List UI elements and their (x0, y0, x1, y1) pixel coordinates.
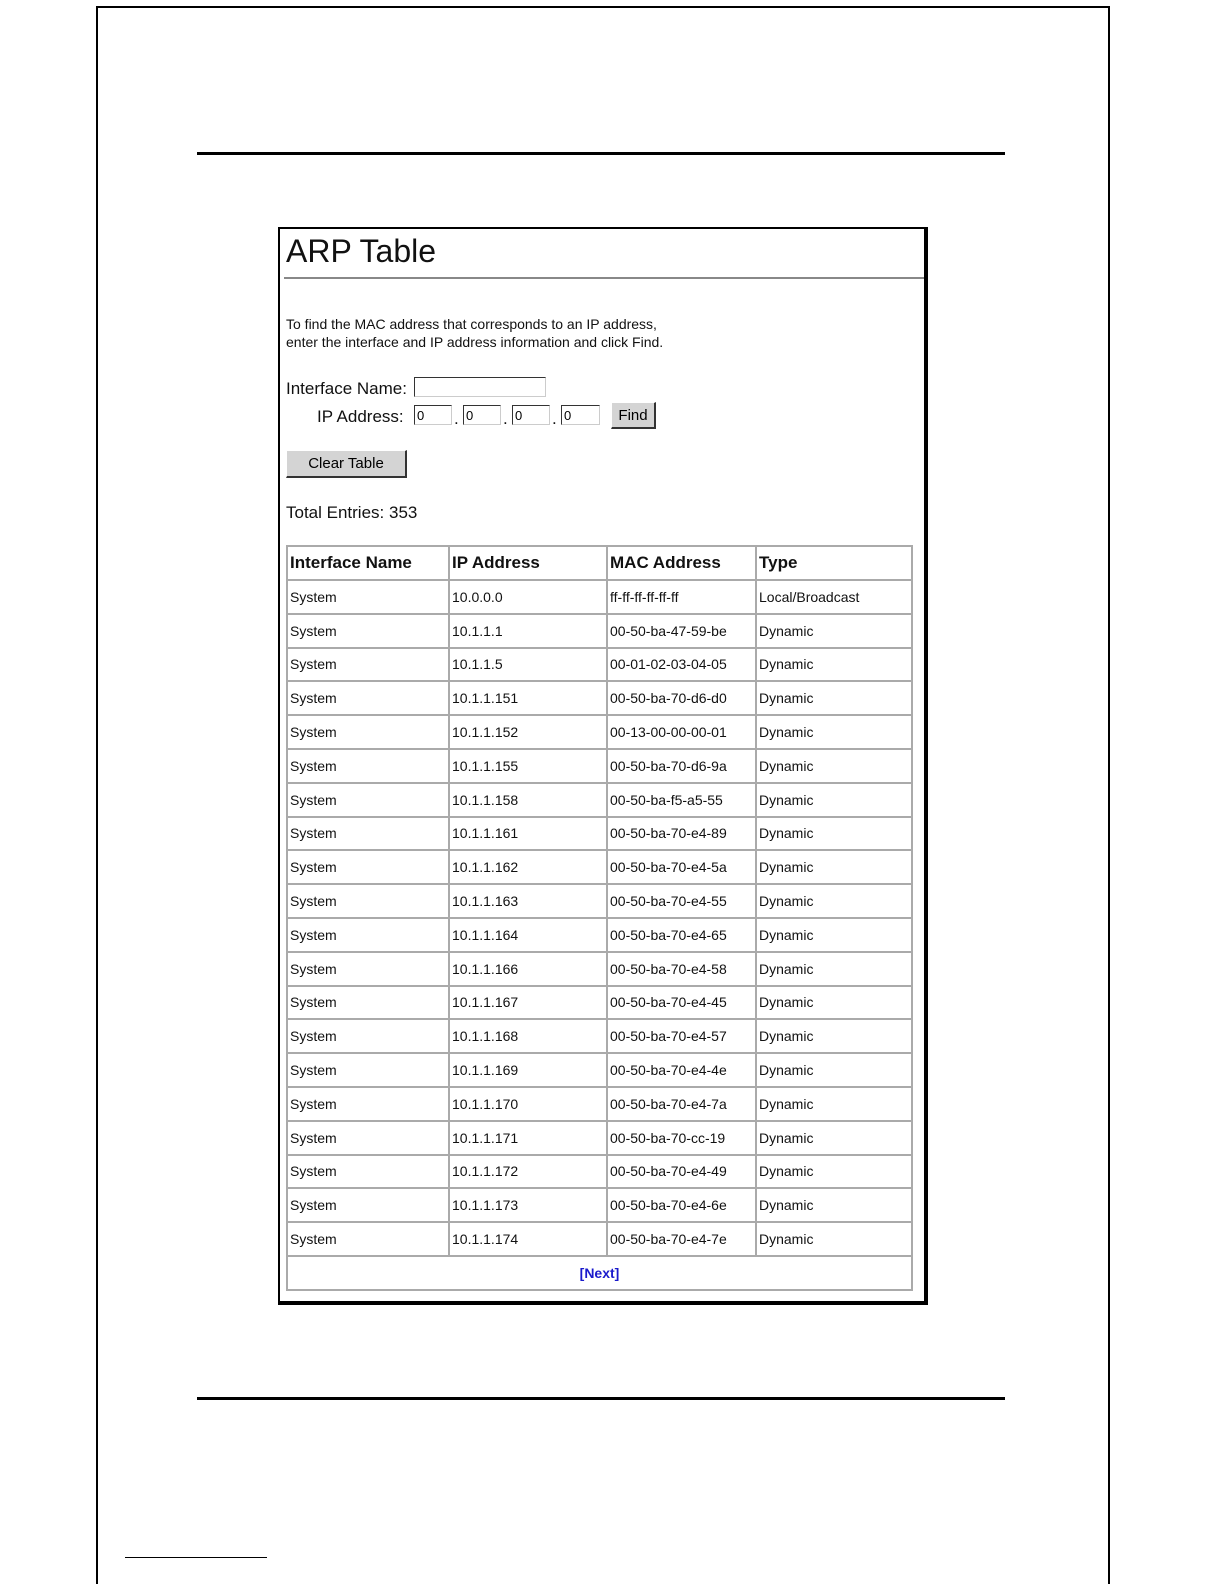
table-row (288, 953, 911, 987)
cell-type: Dynamic (757, 953, 911, 987)
cell-type: Dynamic (757, 919, 911, 953)
cell-mac-address: 00-50-ba-f5-a5-55 (608, 784, 757, 818)
cell-mac-address: 00-01-02-03-04-05 (608, 649, 757, 683)
header-rule (197, 152, 1005, 155)
cell-interface: System (288, 818, 450, 852)
clear-table-button[interactable]: Clear Table (286, 450, 407, 478)
table-header-row (288, 547, 911, 581)
table-row (288, 750, 911, 784)
cell-interface: System (288, 919, 450, 953)
cell-ip-address: 10.1.1.164 (450, 919, 608, 953)
cell-mac-address: 00-50-ba-70-d6-9a (608, 750, 757, 784)
cell-interface: System (288, 1156, 450, 1190)
cell-ip-address: 10.1.1.172 (450, 1156, 608, 1190)
table-row (288, 885, 911, 919)
cell-interface: System (288, 682, 450, 716)
cell-ip-address: 10.1.1.161 (450, 818, 608, 852)
cell-type: Dynamic (757, 1088, 911, 1122)
cell-type: Dynamic (757, 1189, 911, 1223)
ip-separator: . (503, 409, 508, 428)
cell-mac-address: 00-50-ba-70-e4-5a (608, 851, 757, 885)
total-entries: Total Entries: 353 (286, 503, 418, 522)
cell-type: Dynamic (757, 716, 911, 750)
cell-ip-address: 10.1.1.151 (450, 682, 608, 716)
table-row (288, 1020, 911, 1054)
ip-octet-2-input[interactable] (463, 405, 501, 425)
cell-ip-address: 10.1.1.171 (450, 1122, 608, 1156)
cell-type: Dynamic (757, 1020, 911, 1054)
cell-interface: System (288, 784, 450, 818)
column-header-type: Type (757, 547, 911, 581)
cell-interface: System (288, 953, 450, 987)
arp-table-panel (278, 227, 928, 1305)
table-row (288, 1189, 911, 1223)
cell-type: Dynamic (757, 784, 911, 818)
cell-ip-address: 10.1.1.174 (450, 1223, 608, 1257)
cell-mac-address: 00-50-ba-70-e4-55 (608, 885, 757, 919)
table-row (288, 987, 911, 1021)
cell-ip-address: 10.1.1.170 (450, 1088, 608, 1122)
cell-type: Dynamic (757, 615, 911, 649)
page-border-right (1108, 6, 1110, 1584)
cell-mac-address: 00-13-00-00-00-01 (608, 716, 757, 750)
cell-mac-address: 00-50-ba-70-e4-7e (608, 1223, 757, 1257)
cell-ip-address: 10.1.1.166 (450, 953, 608, 987)
cell-interface: System (288, 851, 450, 885)
cell-mac-address: 00-50-ba-70-d6-d0 (608, 682, 757, 716)
cell-type: Dynamic (757, 851, 911, 885)
cell-type: Dynamic (757, 750, 911, 784)
cell-mac-address: 00-50-ba-47-59-be (608, 615, 757, 649)
instructions (286, 315, 663, 351)
cell-ip-address: 10.1.1.162 (450, 851, 608, 885)
footnote-rule (125, 1557, 267, 1558)
cell-interface: System (288, 1020, 450, 1054)
column-header-mac: MAC Address (608, 547, 757, 581)
instructions-line: enter the interface and IP address information and click Find. (286, 334, 664, 350)
table-row (288, 1088, 911, 1122)
cell-mac-address: 00-50-ba-70-e4-57 (608, 1020, 757, 1054)
cell-mac-address: 00-50-ba-70-e4-7a (608, 1088, 757, 1122)
cell-type: Dynamic (757, 682, 911, 716)
table-row (288, 919, 911, 953)
ip-separator: . (552, 409, 557, 428)
cell-interface: System (288, 581, 450, 615)
next-page-link[interactable]: [Next] (579, 1264, 620, 1281)
cell-interface: System (288, 1054, 450, 1088)
cell-type: Dynamic (757, 818, 911, 852)
footer-rule (197, 1397, 1005, 1400)
cell-mac-address: 00-50-ba-70-e4-45 (608, 987, 757, 1021)
find-button[interactable]: Find (611, 402, 656, 429)
table-row (288, 1156, 911, 1190)
pagination-row (288, 1257, 911, 1289)
cell-mac-address: ff-ff-ff-ff-ff-ff (608, 581, 757, 615)
cell-mac-address: 00-50-ba-70-e4-65 (608, 919, 757, 953)
cell-ip-address: 10.0.0.0 (450, 581, 608, 615)
cell-type: Dynamic (757, 1223, 911, 1257)
instructions-line: To find the MAC address that corresponds to an IP address, (286, 316, 657, 332)
table-row (288, 682, 911, 716)
ip-separator: . (454, 409, 459, 428)
cell-ip-address: 10.1.1.163 (450, 885, 608, 919)
cell-type: Dynamic (757, 1122, 911, 1156)
table-row (288, 1122, 911, 1156)
cell-interface: System (288, 885, 450, 919)
cell-ip-address: 10.1.1.5 (450, 649, 608, 683)
cell-ip-address: 10.1.1.169 (450, 1054, 608, 1088)
cell-ip-address: 10.1.1.173 (450, 1189, 608, 1223)
page-border-top (96, 6, 1110, 8)
cell-type: Local/Broadcast (757, 581, 911, 615)
cell-ip-address: 10.1.1.1 (450, 615, 608, 649)
cell-mac-address: 00-50-ba-70-e4-49 (608, 1156, 757, 1190)
cell-ip-address: 10.1.1.152 (450, 716, 608, 750)
cell-ip-address: 10.1.1.168 (450, 1020, 608, 1054)
table-row (288, 1223, 911, 1257)
cell-interface: System (288, 1088, 450, 1122)
cell-ip-address: 10.1.1.155 (450, 750, 608, 784)
cell-interface: System (288, 649, 450, 683)
cell-type: Dynamic (757, 1156, 911, 1190)
interface-name-input[interactable] (414, 377, 546, 397)
column-header-ip: IP Address (450, 547, 608, 581)
ip-octet-4-input[interactable] (561, 405, 600, 425)
ip-octet-3-input[interactable] (512, 405, 550, 425)
cell-interface: System (288, 1189, 450, 1223)
cell-interface: System (288, 716, 450, 750)
cell-mac-address: 00-50-ba-70-e4-89 (608, 818, 757, 852)
cell-mac-address: 00-50-ba-70-e4-58 (608, 953, 757, 987)
table-row (288, 851, 911, 885)
cell-interface: System (288, 987, 450, 1021)
cell-interface: System (288, 1223, 450, 1257)
page-border-left (96, 6, 98, 1584)
table-row (288, 649, 911, 683)
cell-type: Dynamic (757, 885, 911, 919)
table-row (288, 615, 911, 649)
cell-type: Dynamic (757, 649, 911, 683)
cell-mac-address: 00-50-ba-70-cc-19 (608, 1122, 757, 1156)
cell-mac-address: 00-50-ba-70-e4-4e (608, 1054, 757, 1088)
pagination-cell (288, 1257, 911, 1289)
title-divider (284, 277, 924, 279)
cell-mac-address: 00-50-ba-70-e4-6e (608, 1189, 757, 1223)
table-row (288, 716, 911, 750)
table-row (288, 784, 911, 818)
cell-type: Dynamic (757, 1054, 911, 1088)
table-row (288, 818, 911, 852)
column-header-interface: Interface Name (288, 547, 450, 581)
page-title: ARP Table (286, 233, 437, 269)
cell-interface: System (288, 1122, 450, 1156)
arp-table (286, 545, 913, 1291)
ip-octet-1-input[interactable] (414, 405, 452, 425)
ip-address-label: IP Address: (317, 407, 404, 426)
cell-interface: System (288, 615, 450, 649)
interface-name-label: Interface Name: (286, 379, 407, 398)
cell-interface: System (288, 750, 450, 784)
table-row (288, 581, 911, 615)
table-row (288, 1054, 911, 1088)
cell-ip-address: 10.1.1.158 (450, 784, 608, 818)
cell-type: Dynamic (757, 987, 911, 1021)
cell-ip-address: 10.1.1.167 (450, 987, 608, 1021)
